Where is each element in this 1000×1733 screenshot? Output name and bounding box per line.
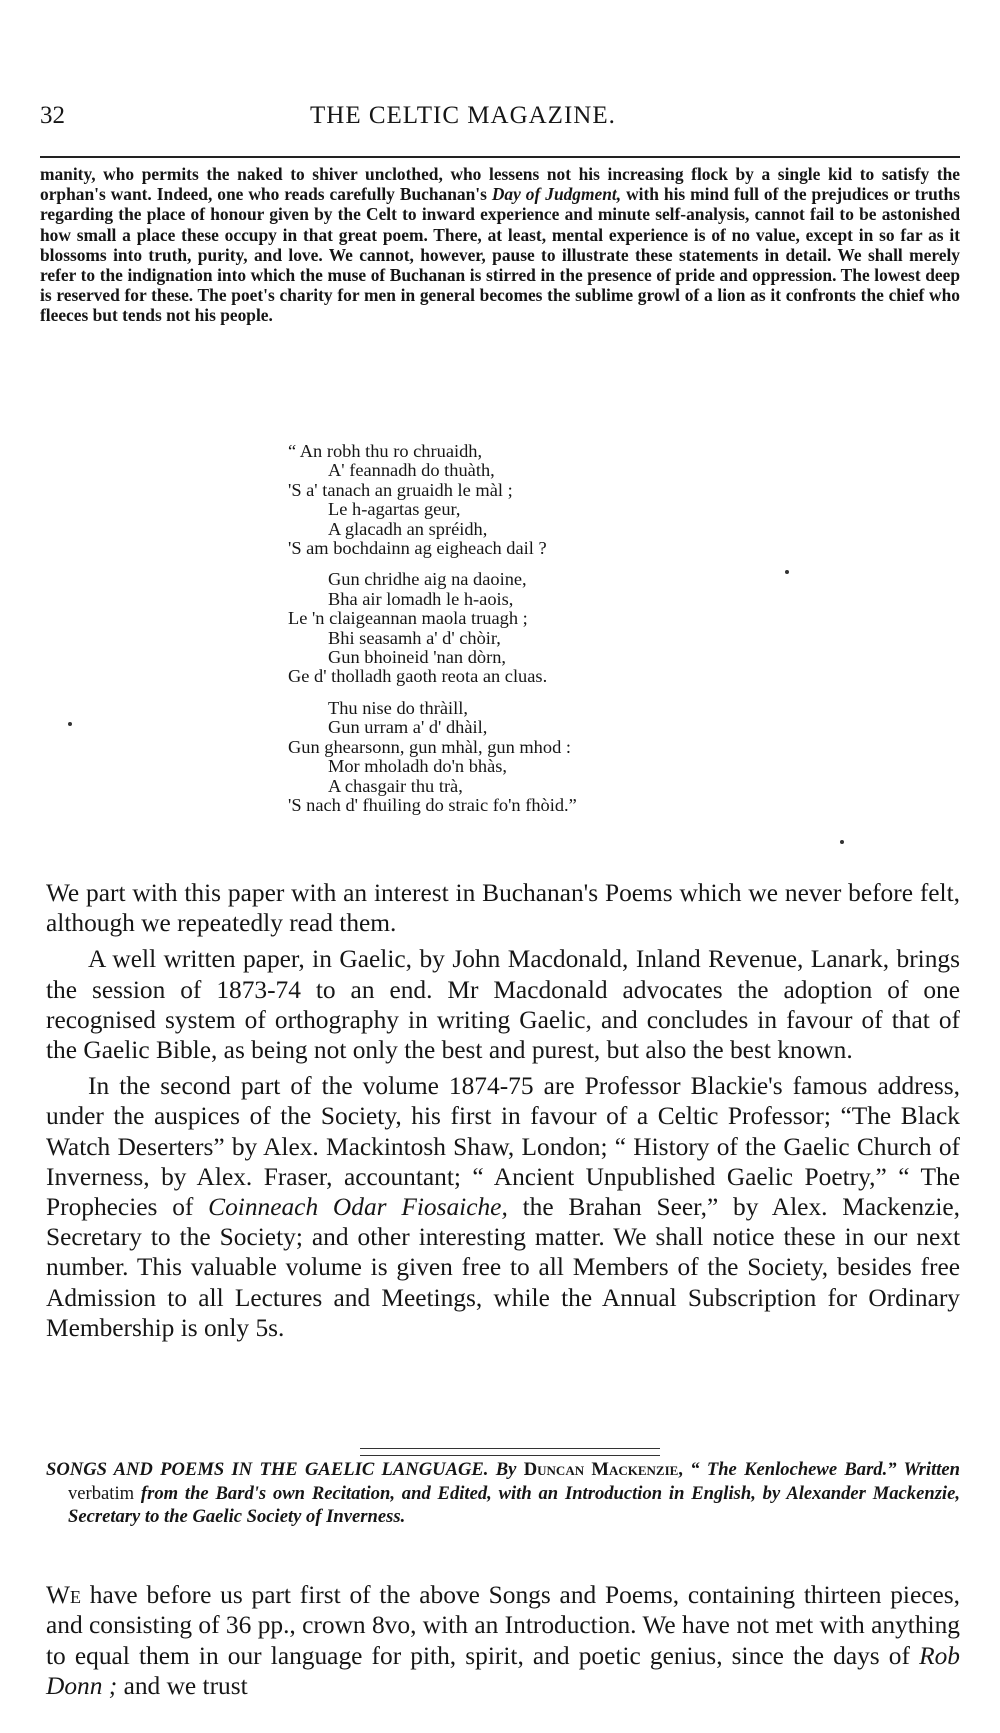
review-subtitle-2: from the Bard's own Recitation, and Edited, with an Introduction in English, by Alexander Mackenzie, Secretary to the Gaelic Society of Inverness.: [68, 1482, 960, 1528]
poem-line: Le 'n claigeannan maola truagh ;: [288, 608, 528, 629]
review-text-1: have before us part first of the above Songs and Poems, containing thirteen pieces, and consisting of 36 pp., crown 8vo, with an Introduction. We have not met with anything to equal them in our language for pith, spirit, and poetic genius, since the days of: [46, 1581, 960, 1670]
poem-line: Thu nise do thràill,: [328, 697, 468, 718]
section-divider: [360, 1448, 660, 1456]
poem-stanza-2: [288, 570, 808, 686]
poem-line: Gun chridhe aig na daoine,: [328, 569, 527, 590]
poem-line: A' feannadh do thuàth,: [328, 460, 495, 481]
poem-line: “ An robh thu ro chruaidh,: [288, 441, 483, 461]
intro-paragraph: [40, 164, 960, 326]
poem-line: A glacadh an spréidh,: [328, 518, 488, 539]
poem-line: Ge d' tholladh gaoth reota an cluas.: [288, 666, 548, 687]
poem-line: Gun ghearsonn, gun mhàl, gun mhod :: [288, 736, 571, 757]
review-opening: We: [46, 1581, 81, 1609]
intro-title-italic: Day of Judgment,: [491, 184, 622, 205]
body-p3-text-1: In the second part of the volume 1874-75 are Professor Blackie's famous address, under the auspices of the Society, his first in favour of a Celtic Professor; “The Black Watch Deserters” by Alex. Mackintosh Shaw, London; “ History of the Gaelic Church of Inverness, by Alex. Fraser, accountant; “ Ancient Unpublished Gaelic Poetry,” “ The Prophecies of: [46, 1072, 960, 1222]
intro-text-1: manity, who permits the naked to shiver unclothed, who lessens not his increasing flock by a single kid to satisfy the orphan's want. Indeed, one who reads carefully Buchanan's: [40, 164, 960, 205]
body-p3-italic: Coinneach Odar Fiosaiche,: [208, 1193, 508, 1222]
page-number: 32: [40, 102, 65, 129]
body-p3-text-2: the Brahan Seer,” by Alex. Mackenzie, Secretary to the Society; and other interesting matter. We shall notice these in our next number. This valuable volume is given free to all Members of the Society, besides free Admission to all Lectures and Meetings, while the Annual Subscription for Ordinary Membership is only 5s.: [46, 1193, 960, 1342]
print-speck: [68, 722, 72, 726]
poem-line: Mor mholadh do'n bhàs,: [328, 756, 508, 777]
review-subtitle-verbatim: verbatim: [68, 1482, 135, 1504]
review-subtitle-1: “ The Kenlochewe Bard.” Written: [682, 1459, 960, 1480]
body-paragraph-1: We part with this paper with an interest in Buchanan's Poems which we never before felt, although we repeatedly read them.: [46, 879, 960, 938]
poem-line: Le h-agartas geur,: [328, 499, 461, 520]
body-text: [46, 878, 960, 1349]
intro-text-2: with his mind full of the prejudices or truths regarding the place of honour given by the Celt to inward experience and minute self-analysis, cannot fail to be astonished how small a place these occupy in that great poem. There, at least, mental experience is of no value, except in so far as it blossoms into truth, purity, and love. We cannot, however, pause to illustrate these statements in detail. We shall merely refer to the indignation into which the muse of Buchanan is stirred in the presence of pride and oppression. The lowest deep is reserved for these. The poet's charity for men in general becomes the sublime growl of a lion as it confronts the chief who fleeces but tends not his people.: [40, 184, 960, 326]
poem-line: 'S nach d' fhuiling do straic fo'n fhòid.”: [288, 794, 577, 815]
print-speck: [840, 840, 844, 844]
poem-line: Gun urram a' d' dhàil,: [328, 717, 488, 738]
review-author: Duncan Mackenzie,: [516, 1459, 683, 1480]
body-paragraph-3: [46, 1071, 960, 1343]
print-speck: [785, 570, 789, 574]
review-body: [46, 1580, 960, 1702]
review-heading: [46, 1458, 960, 1529]
header-rule: [40, 156, 960, 158]
review-text-2: and we trust: [117, 1672, 248, 1701]
poem-line: Bhi seasamh a' d' chòir,: [328, 627, 501, 648]
poem-line: 'S a' tanach an gruaidh le màl ;: [288, 479, 513, 500]
review-italic-name: Rob Donn ;: [46, 1641, 960, 1701]
poem-stanza-1: [288, 442, 808, 558]
gaelic-poem: [288, 442, 808, 827]
poem-stanza-3: [288, 699, 808, 815]
running-title: THE CELTIC MAGAZINE.: [310, 102, 616, 129]
poem-line: A chasgair thu trà,: [328, 775, 463, 796]
review-title: SONGS AND POEMS IN THE GAELIC LANGUAGE. By: [46, 1459, 517, 1480]
poem-line: Gun bhoineid 'nan dòrn,: [328, 647, 506, 668]
poem-line: 'S am bochdainn ag eigheach dail ?: [288, 538, 547, 559]
poem-line: Bha air lomadh le h-aois,: [328, 588, 514, 609]
body-paragraph-2: A well written paper, in Gaelic, by John Macdonald, Inland Revenue, Lanark, brings the session of 1873-74 to an end. Mr Macdonald advocates the adoption of one recognised system of orthography in writing Gaelic, and concludes in favour of that of the Gaelic Bible, as being not only the best and purest, but also the best known.: [46, 945, 960, 1065]
page-header: [0, 92, 1000, 138]
